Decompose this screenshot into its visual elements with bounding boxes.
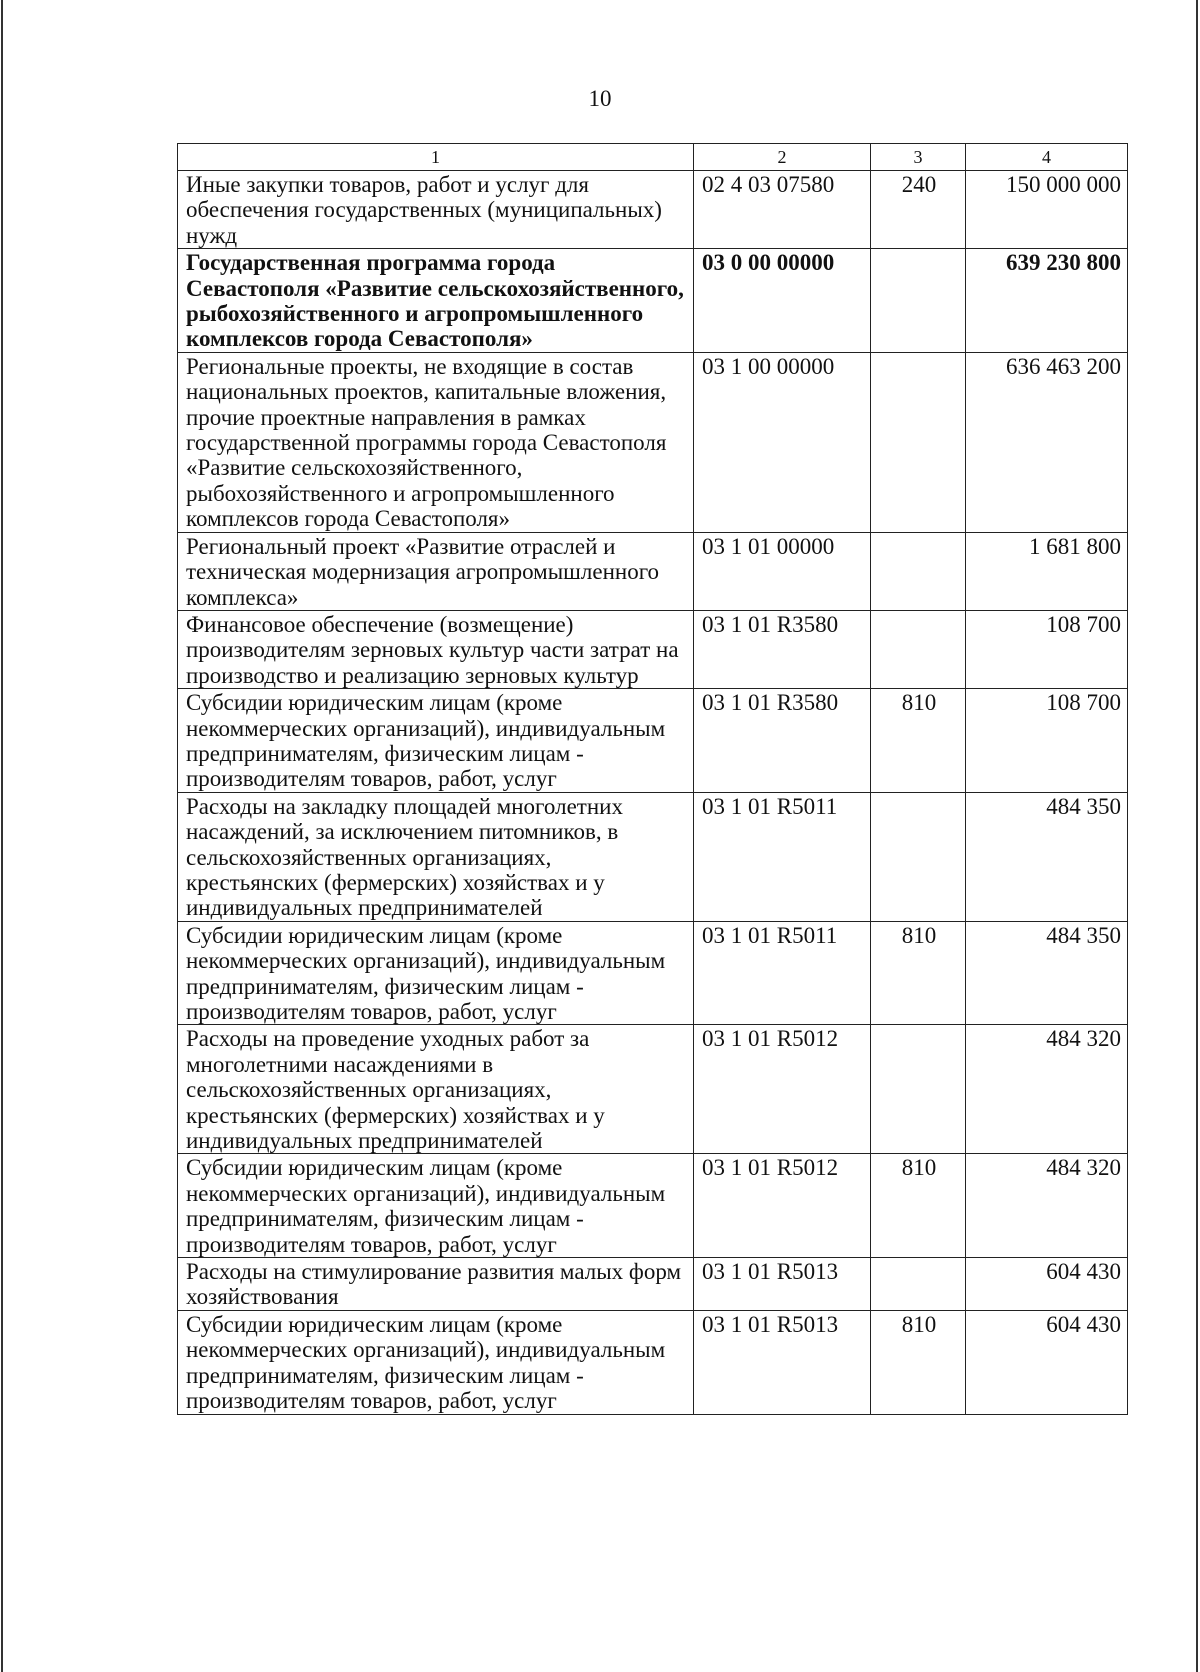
table-row: [178, 249, 1128, 353]
row-code-cell: 03 1 01 R3580: [694, 610, 871, 688]
table-row: [178, 532, 1128, 610]
row-expense-type-cell: [871, 249, 966, 353]
row-name-cell: Региональные проекты, не входящие в состав национальных проектов, капитальные вложения, прочие проектные направления в рамках государственной программы города Севастополя «Развитие сельскохозяйственного, рыбохозяйственного и агропромышленного комплексов города Севастополя»: [178, 352, 694, 532]
row-name-cell: Расходы на проведение уходных работ за многолетними насаждениями в сельскохозяйственных организациях, крестьянских (фермерских) хозяйствах и у индивидуальных предпринимателей: [178, 1025, 694, 1154]
row-name-cell: Региональный проект «Развитие отраслей и техническая модернизация агропромышленного комплекса»: [178, 532, 694, 610]
row-amount-cell: 150 000 000: [966, 171, 1128, 249]
row-code-cell: 03 1 01 R5013: [694, 1258, 871, 1311]
row-name-cell: Расходы на закладку площадей многолетних насаждений, за исключением питомников, в сельскохозяйственных организациях, крестьянских (фермерских) хозяйствах и у индивидуальных предпринимателей: [178, 792, 694, 921]
row-expense-type-cell: [871, 610, 966, 688]
table-row: [178, 792, 1128, 921]
header-col-1: 1: [178, 144, 694, 171]
table-row: [178, 1154, 1128, 1258]
row-name-cell: Государственная программа города Севастополя «Развитие сельскохозяйственного, рыбохозяйственного и агропромышленного комплексов города Севастополя»: [178, 249, 694, 353]
table-row: [178, 352, 1128, 532]
row-amount-cell: 108 700: [966, 689, 1128, 793]
row-code-cell: 03 1 01 R5012: [694, 1154, 871, 1258]
row-amount-cell: 484 350: [966, 921, 1128, 1025]
row-expense-type-cell: 810: [871, 921, 966, 1025]
row-code-cell: 03 0 00 00000: [694, 249, 871, 353]
budget-table: [177, 143, 1128, 1415]
row-amount-cell: 484 320: [966, 1025, 1128, 1154]
row-expense-type-cell: 810: [871, 1310, 966, 1414]
table-row: [178, 171, 1128, 249]
row-expense-type-cell: [871, 792, 966, 921]
row-name-cell: Субсидии юридическим лицам (кроме некоммерческих организаций), индивидуальным предпринимателям, физическим лицам - производителям товаров, работ, услуг: [178, 689, 694, 793]
right-scan-edge: [1196, 0, 1198, 1672]
row-name-cell: Субсидии юридическим лицам (кроме некоммерческих организаций), индивидуальным предпринимателям, физическим лицам - производителям товаров, работ, услуг: [178, 921, 694, 1025]
table-row: [178, 1258, 1128, 1311]
row-name-cell: Субсидии юридическим лицам (кроме некоммерческих организаций), индивидуальным предпринимателям, физическим лицам - производителям товаров, работ, услуг: [178, 1154, 694, 1258]
row-amount-cell: 636 463 200: [966, 352, 1128, 532]
row-code-cell: 03 1 01 R5013: [694, 1310, 871, 1414]
left-scan-edge: [1, 0, 3, 1672]
row-code-cell: 03 1 01 R5012: [694, 1025, 871, 1154]
row-code-cell: 02 4 03 07580: [694, 171, 871, 249]
table-body: [178, 171, 1128, 1415]
row-expense-type-cell: [871, 1258, 966, 1311]
row-expense-type-cell: 810: [871, 689, 966, 793]
row-amount-cell: 604 430: [966, 1310, 1128, 1414]
row-expense-type-cell: [871, 532, 966, 610]
row-name-cell: Субсидии юридическим лицам (кроме некоммерческих организаций), индивидуальным предпринимателям, физическим лицам - производителям товаров, работ, услуг: [178, 1310, 694, 1414]
row-code-cell: 03 1 00 00000: [694, 352, 871, 532]
row-code-cell: 03 1 01 00000: [694, 532, 871, 610]
header-col-3: 3: [871, 144, 966, 171]
row-expense-type-cell: 240: [871, 171, 966, 249]
row-name-cell: Финансовое обеспечение (возмещение) производителям зерновых культур части затрат на производство и реализацию зерновых культур: [178, 610, 694, 688]
row-name-cell: Иные закупки товаров, работ и услуг для обеспечения государственных (муниципальных) нужд: [178, 171, 694, 249]
table-row: [178, 689, 1128, 793]
row-name-cell: Расходы на стимулирование развития малых форм хозяйствования: [178, 1258, 694, 1311]
row-amount-cell: 484 320: [966, 1154, 1128, 1258]
row-amount-cell: 604 430: [966, 1258, 1128, 1311]
row-amount-cell: 639 230 800: [966, 249, 1128, 353]
row-expense-type-cell: [871, 352, 966, 532]
table-row: [178, 921, 1128, 1025]
row-code-cell: 03 1 01 R5011: [694, 792, 871, 921]
table-row: [178, 1025, 1128, 1154]
header-col-4: 4: [966, 144, 1128, 171]
row-expense-type-cell: [871, 1025, 966, 1154]
table-row: [178, 1310, 1128, 1414]
header-col-2: 2: [694, 144, 871, 171]
row-amount-cell: 484 350: [966, 792, 1128, 921]
table-row: [178, 610, 1128, 688]
row-code-cell: 03 1 01 R3580: [694, 689, 871, 793]
row-amount-cell: 108 700: [966, 610, 1128, 688]
page-number: 10: [588, 86, 612, 111]
row-code-cell: 03 1 01 R5011: [694, 921, 871, 1025]
table-header-row: [178, 144, 1128, 171]
row-expense-type-cell: 810: [871, 1154, 966, 1258]
row-amount-cell: 1 681 800: [966, 532, 1128, 610]
